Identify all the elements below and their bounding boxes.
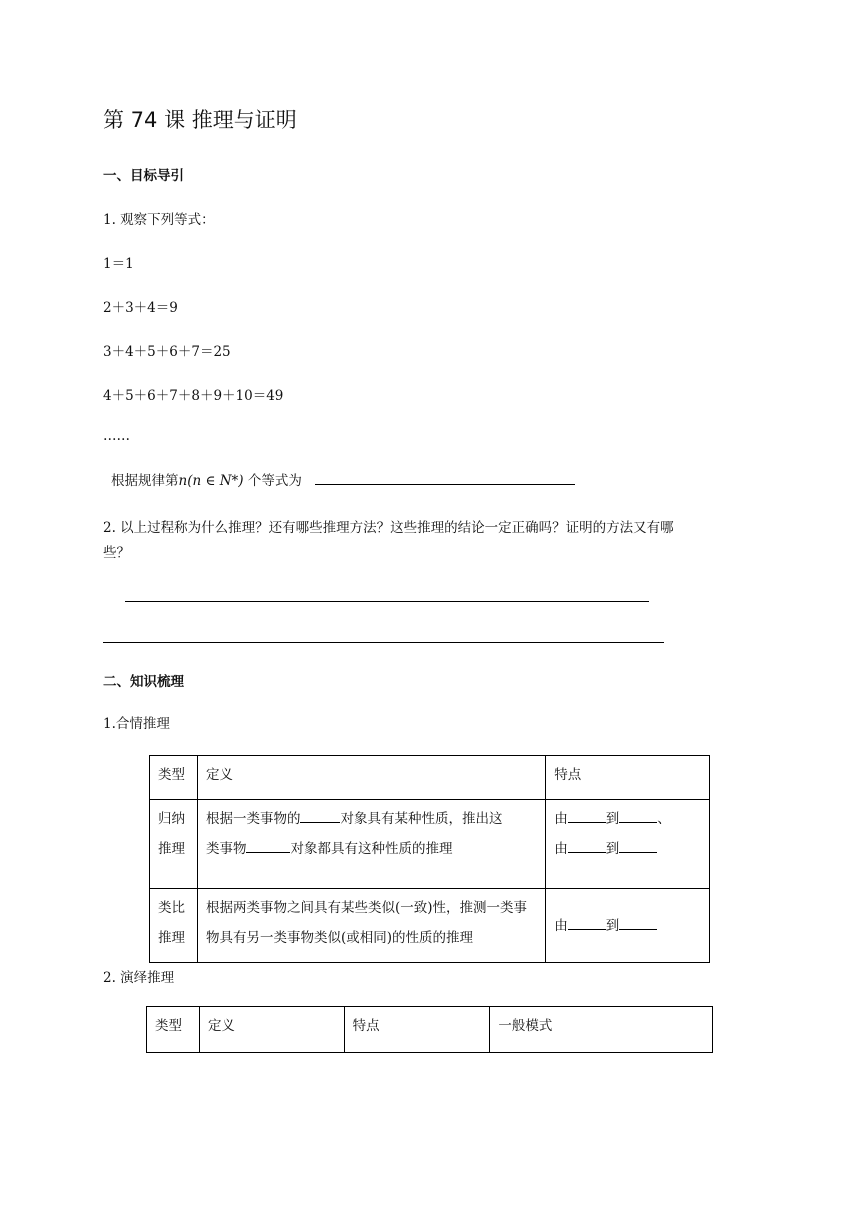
section-heading-goals: 一、目标导引 [103, 168, 184, 184]
question-2-line2: 些？ [103, 545, 130, 561]
question-2-line1: 2. 以上过程称为什么推理？还有哪些推理方法？这些推理的结论一定正确吗？证明的方法又有哪 [103, 520, 674, 536]
header-feature: 特点 [344, 1007, 490, 1053]
fill-blank[interactable] [619, 805, 657, 823]
feature-text: 、 [657, 811, 671, 827]
fill-blank[interactable] [568, 912, 606, 930]
feature-text: 由 [554, 917, 568, 934]
equation-ellipsis: …… [103, 428, 130, 444]
fill-blank[interactable] [568, 805, 606, 823]
row-type-induction: 归纳 推理 [150, 800, 198, 889]
subsection-plausible-reasoning: 1.合情推理 [103, 716, 170, 732]
feature-text: 由 [554, 811, 568, 827]
row-def-analogy: 根据两类事物之间具有某些类似(一致)性，推测一类事物具有另一类事物类似(或相同)的性质的推理 [197, 889, 545, 963]
rule-text-prefix: 根据规律第 [111, 473, 179, 489]
header-feature: 特点 [546, 756, 710, 800]
header-definition: 定义 [199, 1007, 344, 1053]
equation-1: 1＝1 [103, 256, 134, 272]
table-row [150, 800, 710, 889]
feature-text: 到 [605, 917, 620, 934]
rule-question [111, 469, 302, 489]
row-def-induction [197, 800, 545, 889]
feature-text: 由 [554, 841, 568, 857]
header-type: 类型 [147, 1007, 200, 1053]
def-text: 对象具有某种性质，推出这 [340, 811, 503, 827]
def-text: 类事物 [205, 841, 247, 857]
table-header-row [147, 1007, 713, 1053]
table-header-row [150, 756, 710, 800]
fill-blank[interactable] [246, 835, 290, 853]
deductive-reasoning-table [146, 1006, 713, 1053]
rule-answer-blank[interactable] [315, 484, 575, 485]
equation-3: 3＋4＋5＋6＋7＝25 [103, 344, 231, 360]
table-row [150, 889, 710, 963]
subsection-deductive-reasoning: 2. 演绎推理 [103, 970, 175, 986]
equation-4: 4＋5＋6＋7＋8＋9＋10＝49 [103, 388, 284, 404]
fill-blank[interactable] [619, 912, 657, 930]
answer-line-1[interactable] [125, 601, 649, 602]
section-heading-knowledge: 二、知识梳理 [103, 674, 184, 690]
def-text: 根据一类事物的 [205, 811, 301, 827]
feature-text: 到 [605, 841, 620, 857]
answer-line-2[interactable] [103, 642, 664, 643]
page-title: 第 74 课 推理与证明 [103, 108, 297, 132]
equation-2: 2＋3＋4＝9 [103, 300, 178, 316]
header-type: 类型 [150, 756, 198, 800]
header-definition: 定义 [197, 756, 545, 800]
plausible-reasoning-table [149, 755, 710, 963]
fill-blank[interactable] [300, 805, 340, 823]
row-feature-induction [546, 800, 710, 889]
feature-text: 到 [605, 811, 620, 827]
row-feature-analogy [546, 889, 710, 963]
fill-blank[interactable] [619, 835, 657, 853]
fill-blank[interactable] [568, 835, 606, 853]
rule-text-suffix: 个等式为 [247, 473, 302, 489]
rule-math: n(n ∈ N*) [178, 473, 244, 489]
def-text: 对象都具有这种性质的推理 [290, 841, 453, 857]
row-type-analogy: 类比 推理 [150, 889, 198, 963]
header-general-pattern: 一般模式 [490, 1007, 713, 1053]
question-1-label: 1. 观察下列等式： [103, 212, 215, 228]
